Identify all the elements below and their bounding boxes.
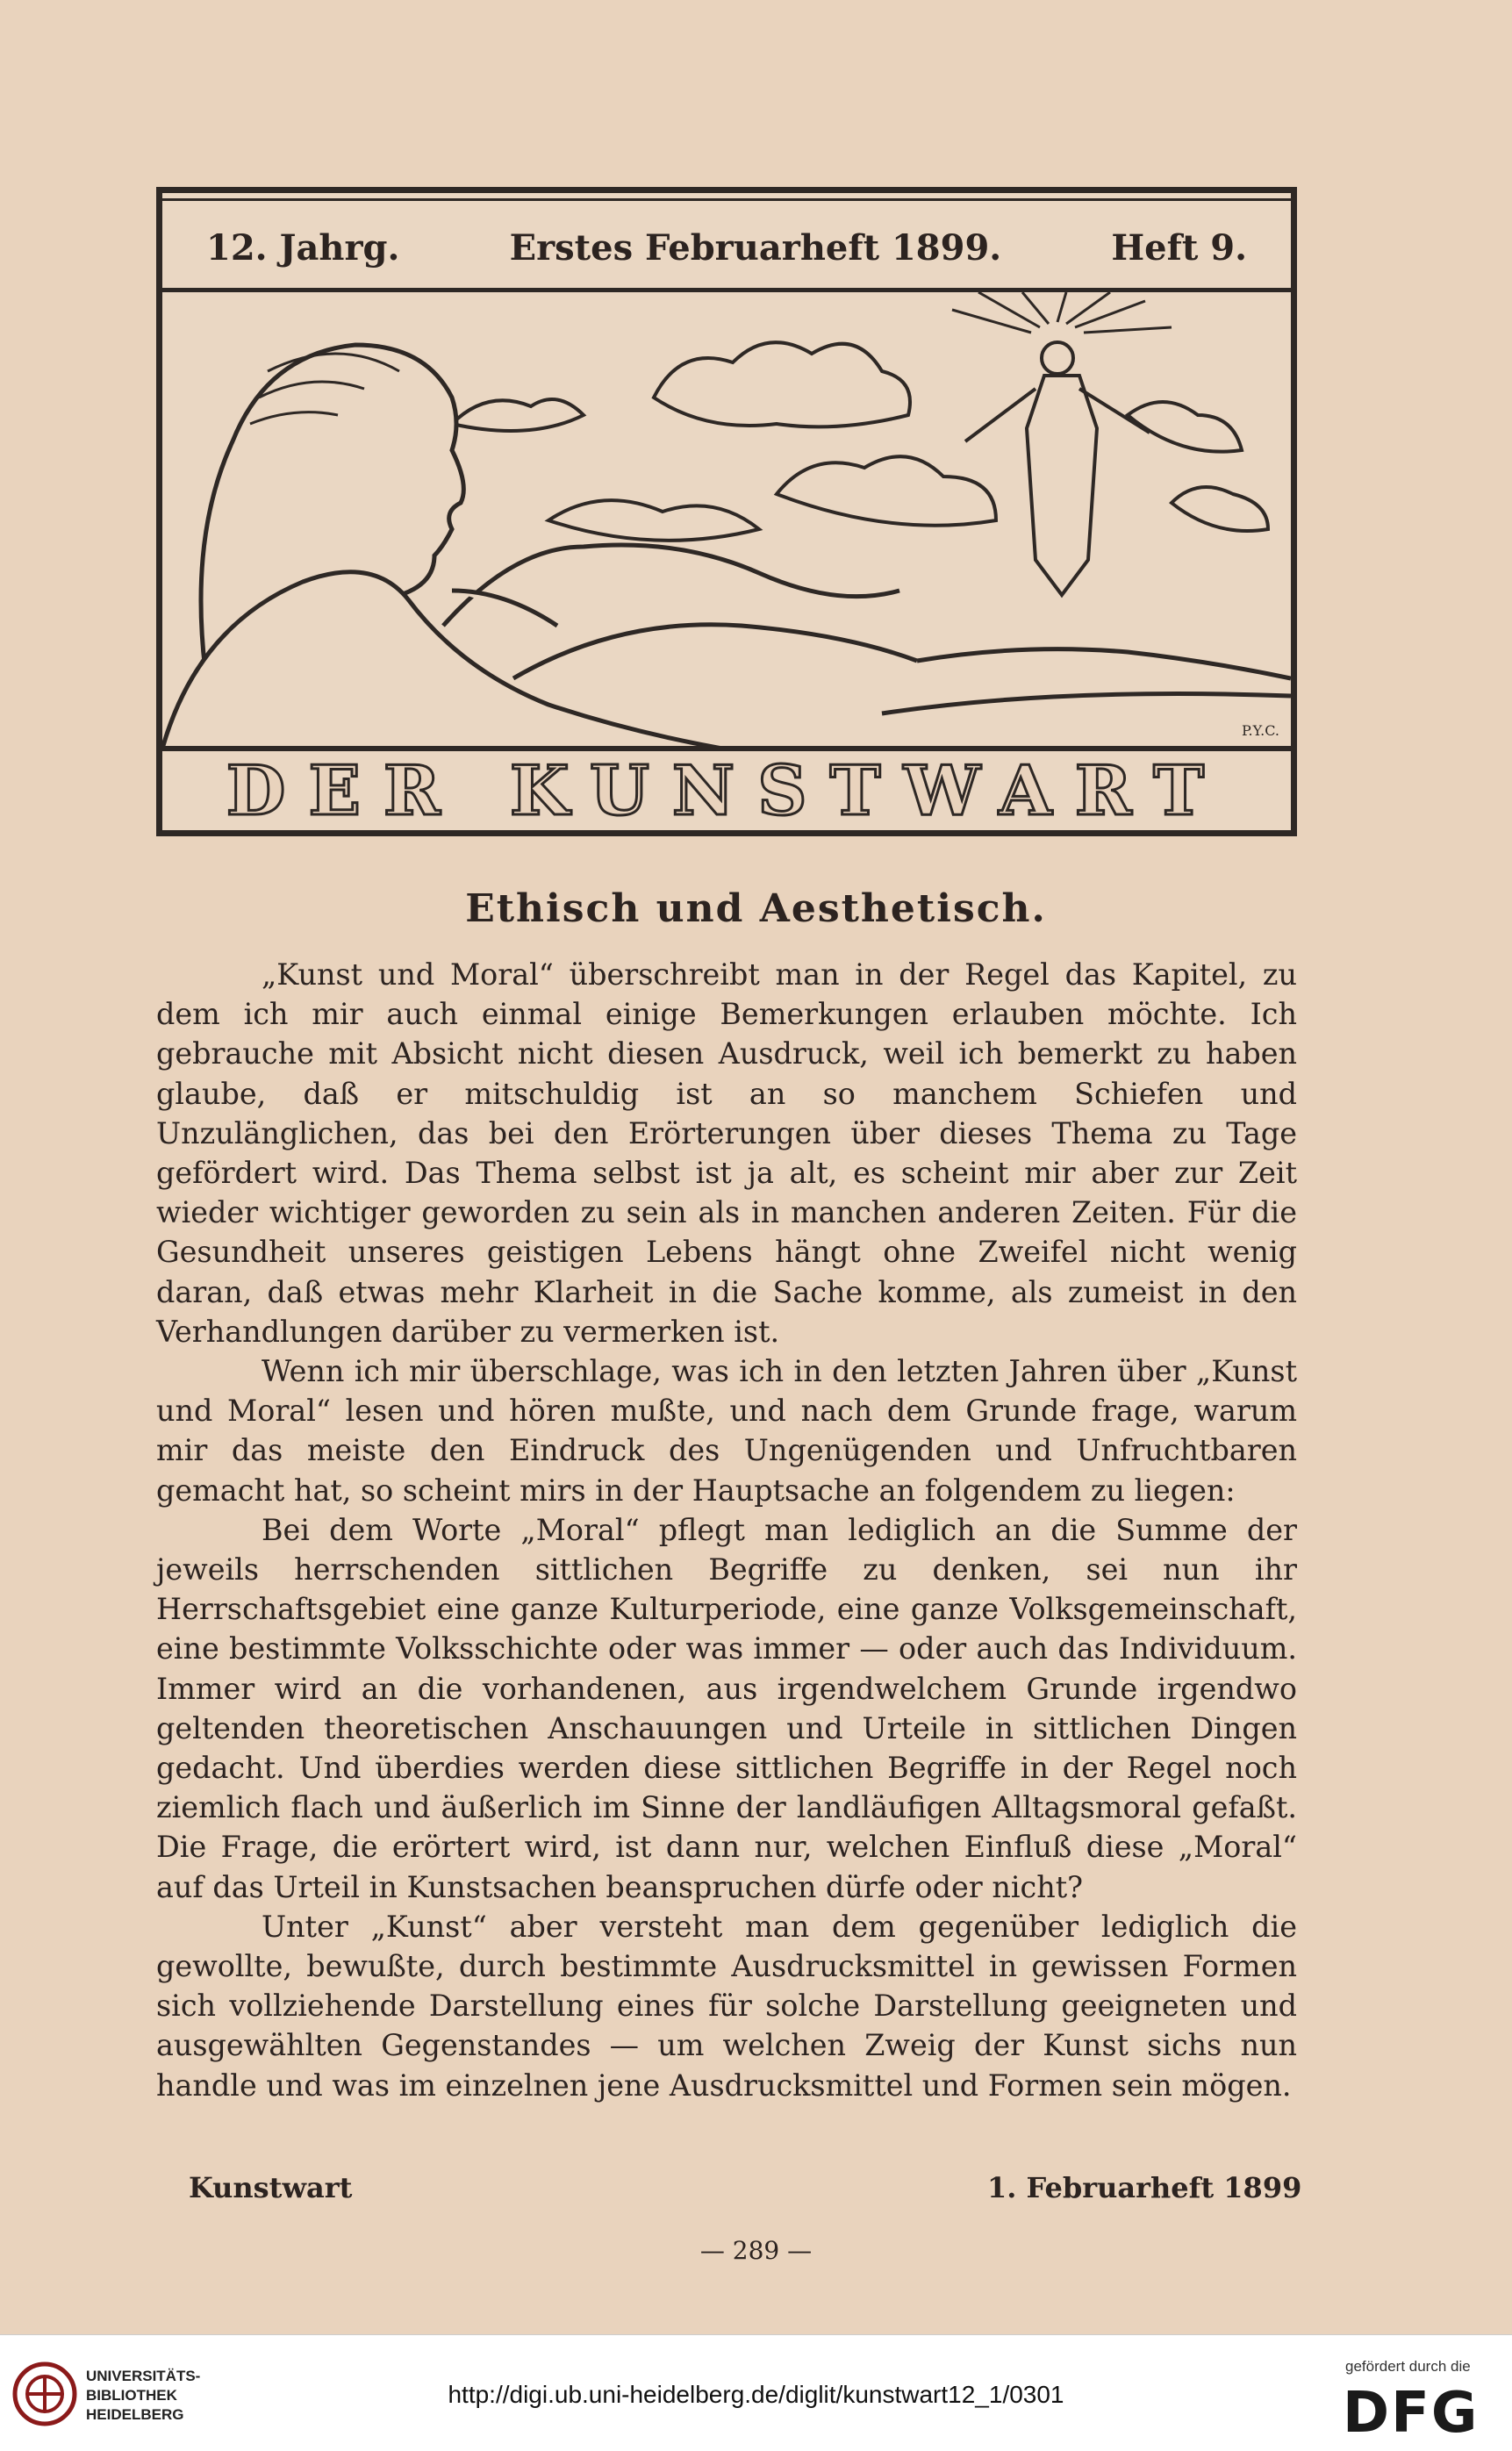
library-line: BIBLIOTHEK <box>86 2387 177 2404</box>
running-footer <box>0 2171 1512 2215</box>
footer-issue: 1. Februarheft 1899 <box>987 2171 1302 2204</box>
article-title: Ethisch und Aesthetisch. <box>465 886 1047 931</box>
library-line: UNIVERSITÄTS- <box>86 2368 201 2384</box>
masthead-title: DER KUNSTWART <box>162 746 1291 830</box>
volume-label: 12. Jahrg. <box>206 226 400 269</box>
library-line: HEIDELBERG <box>86 2406 184 2423</box>
sponsor-note: gefördert durch die <box>1345 2358 1471 2375</box>
header-illustration <box>162 292 1291 749</box>
footer-journal: Kunstwart <box>189 2171 353 2204</box>
paragraph: Unter „Kunst“ aber versteht man dem gegenüber lediglich die gewollte, bewußte, durch bestimmte Ausdrucksmittel in gewissen Formen sich vollziehende Darstellung eines für solche Darstellung geeigneten und ausgewählten Gegenstandes — um welchen Zweig der Kunst sichs nun handle und was im einzelnen jene Ausdrucksmittel und Formen sein mögen. <box>156 1909 1297 2103</box>
issue-label: Erstes Februarheft 1899. <box>509 226 1002 269</box>
header-row <box>162 219 1291 276</box>
header-frame <box>156 187 1297 836</box>
page-number: — 289 — <box>699 2236 813 2265</box>
paragraph: Bei dem Worte „Moral“ pflegt man lediglich an die Summe der jeweils herrschenden sittlichen Begriffe zu denken, sei nun ihr Herrschaftsgebiet eine ganze Kulturperiode, eine ganze Volksgemeinschaft, eine bestimmte Volksschichte oder was immer — oder auch das Individuum. Immer wird an die vorhandenen, aus irgendwelchem Grunde irgendwo geltenden theoretischen Anschauungen und Urteile in sittlichen Dingen gedacht. Und überdies werden diese sittlichen Begriffe in der Regel noch ziemlich flach und äußerlich im Sinne der landläufigen Alltagsmoral gefaßt. Die Frage, die erörtert wird, ist dann nur, welchen Einfluß diese „Moral“ auf das Urteil in Kunstsachen beanspruchen dürfe oder nicht? <box>156 1512 1297 1904</box>
heft-label: Heft 9. <box>1111 226 1247 269</box>
frame-top-rule <box>162 198 1291 201</box>
illustrator-signature: P.Y.C. <box>1242 722 1279 739</box>
viewer-bottom-bar <box>0 2334 1512 2451</box>
paragraph: „Kunst und Moral“ überschreibt man in der Regel das Kapitel, zu dem ich mir auch einmal einige Bemerkungen erlauben möchte. Ich gebrauche mit Absicht nicht diesen Ausdruck, weil ich bemerkt zu haben glaube, daß er mitschuldig ist an so manchem Schiefen und Unzulänglichen, das bei den Erörterungen über dieses Thema zu Tage gefördert wird. Das Thema selbst ist ja alt, es scheint mir aber zur Zeit wieder wichtiger geworden zu sein als in manchen anderen Zeiten. Für die Gesundheit unseres geistigen Lebens hängt ohne Zweifel nicht wenig daran, daß etwas mehr Klarheit in die Sache komme, als zumeist in den Verhandlungen darüber zu vermerken ist. <box>156 957 1297 1349</box>
paragraph: Wenn ich mir überschlage, was ich in den letzten Jahren über „Kunst und Moral“ lesen und hören mußte, und nach dem Grunde frage, warum mir das meiste den Eindruck des Ungenügenden und Unfruchtbaren gemacht hat, so scheint mirs in der Hauptsache an folgendem zu liegen: <box>156 1354 1297 1508</box>
dfg-logo[interactable]: DFG <box>1343 2381 1480 2446</box>
article-body <box>156 955 1297 2105</box>
page-url-link[interactable]: http://digi.ub.uni-heidelberg.de/diglit/kunstwart12_1/0301 <box>448 2381 1064 2408</box>
